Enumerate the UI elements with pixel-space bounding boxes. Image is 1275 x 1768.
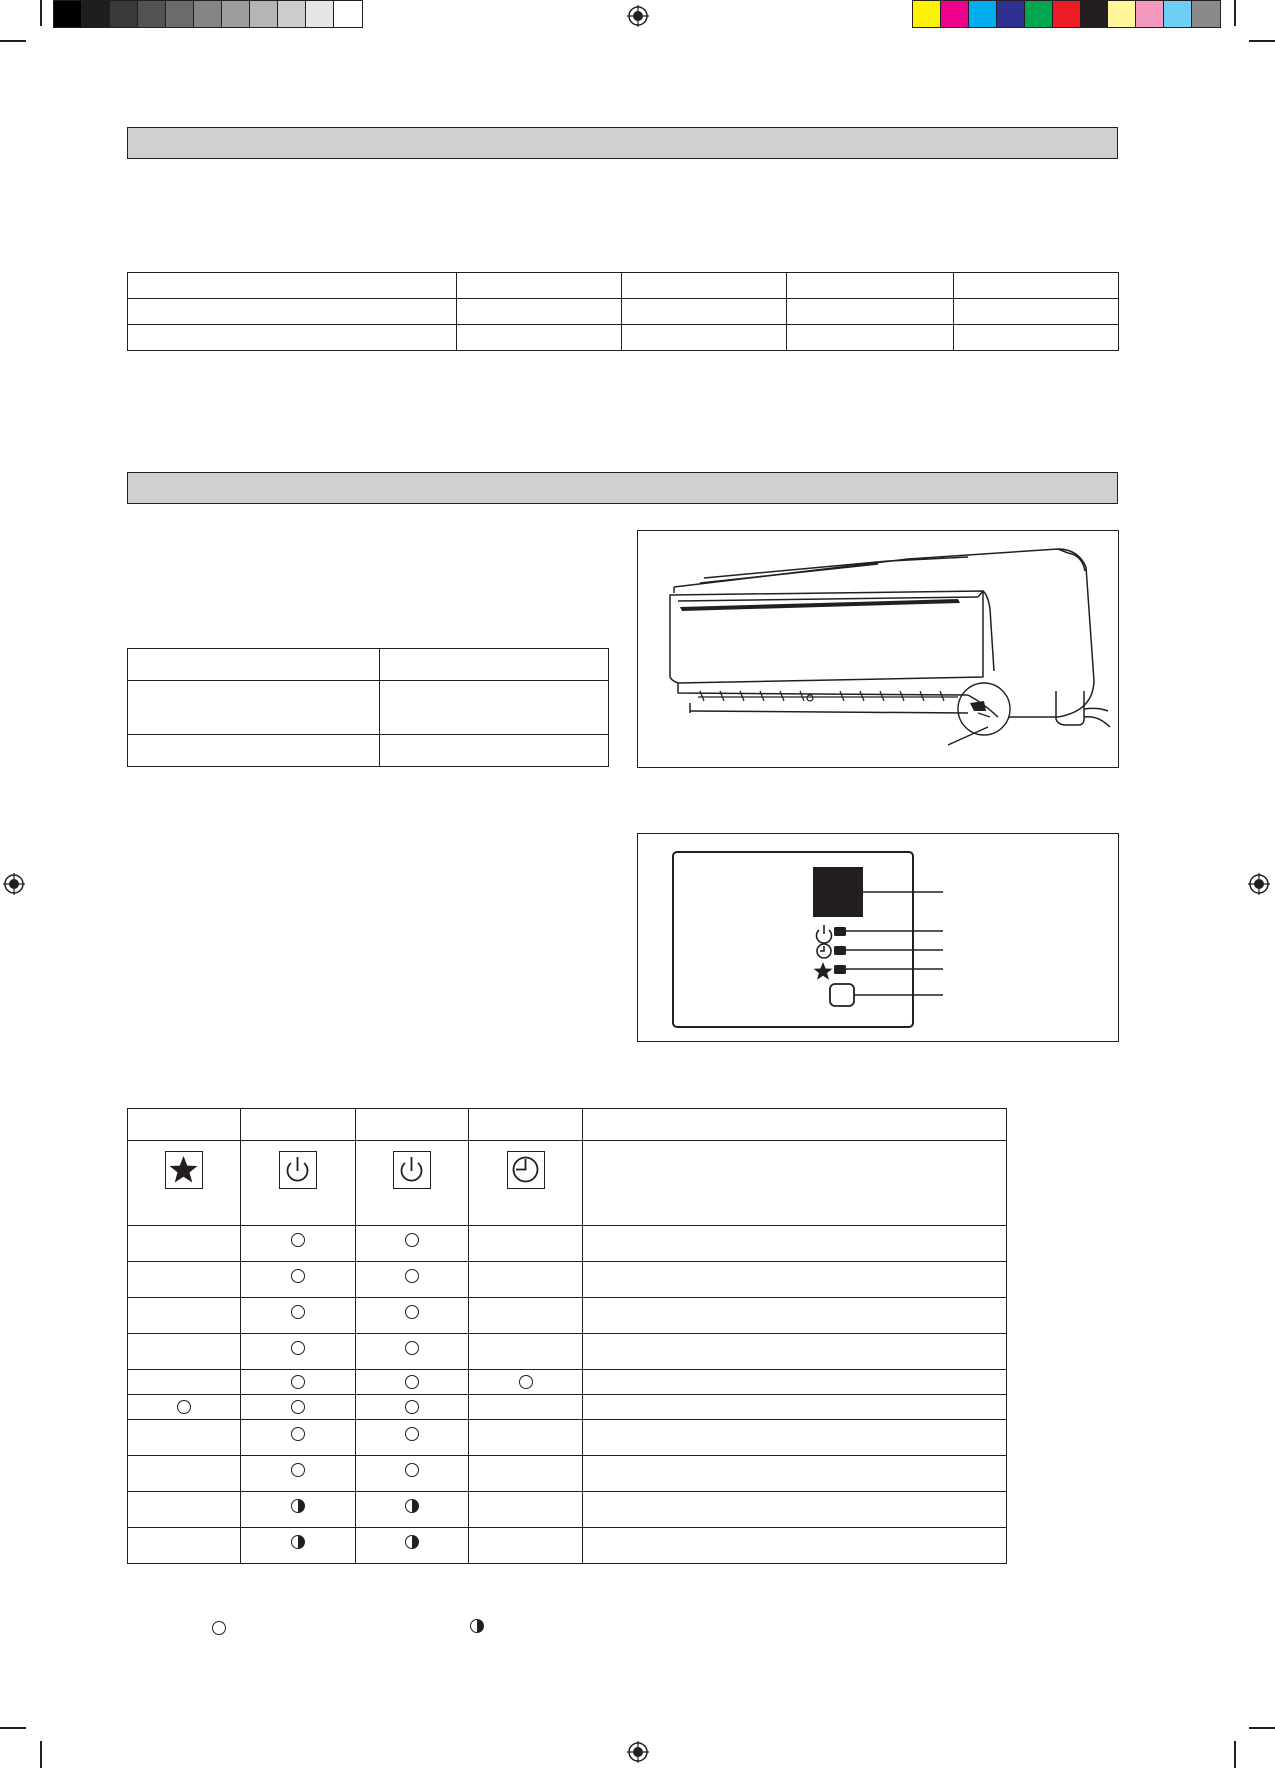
on-circle-symbol [291,1427,305,1441]
table-cell [128,1492,241,1528]
calibration-swatch [82,1,110,27]
timer-indicator-lamp [834,946,846,955]
table-cell [583,1370,1007,1395]
table-cell [583,1262,1007,1298]
calibration-swatch [278,1,306,27]
table-cell [241,1395,355,1420]
on-circle-symbol [405,1233,419,1247]
table-cell [469,1395,583,1420]
registration-target-icon [627,5,649,27]
color-calibration-strip [912,0,1221,28]
blinking-half-circle-symbol [405,1499,419,1513]
on-circle-symbol [291,1400,305,1414]
blinking-half-circle-symbol [470,1619,484,1633]
wall-mounted-indoor-unit-illustration [638,531,1117,766]
table-row [128,1334,1007,1370]
table-cell [583,1528,1007,1564]
table-cell [128,1141,241,1226]
table-cell [128,1420,241,1456]
table-cell [469,1334,583,1370]
table-header-cell [583,1109,1007,1141]
table-cell [355,1298,468,1334]
timer-icon [817,944,831,958]
table-cell [787,325,953,351]
calibration-swatch [1192,1,1220,27]
table-cell [241,1370,355,1395]
calibration-swatch [941,1,969,27]
table-cell [621,299,786,325]
power-icon [279,1151,317,1189]
on-circle-symbol [291,1233,305,1247]
calibration-swatch [194,1,222,27]
table-row [128,1262,1007,1298]
calibration-swatch [250,1,278,27]
table-cell [380,681,609,735]
table-cell [128,1528,241,1564]
table-cell [583,1420,1007,1456]
table-cell [583,1395,1007,1420]
table-cell [355,1456,468,1492]
table-cell [355,1334,468,1370]
table-cell [621,273,786,299]
table-cell [241,1334,355,1370]
section-2-table [127,648,609,767]
status-rows [128,1226,1007,1564]
star-icon [814,962,833,980]
table-header-cell [128,1109,241,1141]
calibration-swatch [306,1,334,27]
calibration-swatch [54,1,82,27]
calibration-swatch [997,1,1025,27]
power-indicator-lamp [834,927,846,936]
on-circle-symbol [291,1341,305,1355]
display-panel-figure [637,833,1119,1042]
table-cell [128,649,380,681]
registration-target-icon [1248,873,1270,895]
table-cell [128,735,380,767]
calibration-swatch [969,1,997,27]
table-cell [787,273,953,299]
table-cell [241,1262,355,1298]
calibration-swatch [913,1,941,27]
table-cell [128,1262,241,1298]
table-row [128,1456,1007,1492]
table-cell [380,735,609,767]
blinking-half-circle-symbol [405,1535,419,1549]
indicator-status-table [127,1108,1007,1564]
display-panel-detail [638,834,1117,1040]
table-cell [355,1395,468,1420]
on-circle-symbol [405,1375,419,1389]
table-row [128,1370,1007,1395]
table-cell [355,1420,468,1456]
on-circle-symbol [291,1269,305,1283]
table-cell [241,1298,355,1334]
table-cell [128,325,457,351]
table-cell [355,1141,468,1226]
table-cell [469,1226,583,1262]
on-circle-symbol [405,1305,419,1319]
on-circle-symbol [405,1269,419,1283]
table-cell [128,1334,241,1370]
table-row [128,1226,1007,1262]
table-cell [128,1456,241,1492]
table-cell [469,1528,583,1564]
table-cell [469,1298,583,1334]
calibration-swatch [1108,1,1136,27]
table-cell [128,1298,241,1334]
power-icon [393,1151,431,1189]
on-circle-symbol [291,1375,305,1389]
table-cell [953,325,1118,351]
table-cell [456,325,621,351]
table-row [128,1528,1007,1564]
table-row [128,1395,1007,1420]
table-cell [469,1492,583,1528]
star-icon [165,1151,203,1189]
table-cell [456,299,621,325]
section-1-table [127,272,1119,351]
section-1-header-bar [127,127,1118,159]
on-circle-symbol [405,1341,419,1355]
table-header-cell [241,1109,355,1141]
on-circle-symbol [405,1427,419,1441]
table-row [128,1298,1007,1334]
timer-icon [507,1151,545,1189]
table-cell [355,1226,468,1262]
signal-receiver-window [813,867,863,917]
power-icon [817,925,832,943]
table-cell [583,1334,1007,1370]
calibration-swatch [110,1,138,27]
table-cell [355,1492,468,1528]
table-cell [128,299,457,325]
table-cell [583,1226,1007,1262]
blinking-half-circle-symbol [291,1535,305,1549]
table-cell [469,1370,583,1395]
table-cell [621,325,786,351]
table-cell [787,299,953,325]
table-cell [355,1528,468,1564]
table-cell [469,1420,583,1456]
section-2-header-bar [127,472,1118,504]
table-cell [241,1141,355,1226]
table-cell [469,1262,583,1298]
registration-target-icon [3,873,25,895]
calibration-swatch [1136,1,1164,27]
on-circle-symbol [519,1375,533,1389]
table-cell [583,1456,1007,1492]
grayscale-calibration-strip [53,0,363,28]
table-cell [241,1492,355,1528]
calibration-swatch [334,1,362,27]
table-cell [583,1298,1007,1334]
table-cell [355,1370,468,1395]
table-row [128,1420,1007,1456]
blinking-half-circle-symbol [291,1499,305,1513]
table-cell [583,1492,1007,1528]
table-row [128,1492,1007,1528]
calibration-swatch [166,1,194,27]
table-cell [241,1456,355,1492]
manual-operation-button [830,984,854,1006]
table-cell [469,1456,583,1492]
table-cell [469,1141,583,1226]
table-cell [128,1226,241,1262]
table-cell [456,273,621,299]
on-circle-symbol [212,1621,226,1635]
table-cell [953,299,1118,325]
table-header-cell [469,1109,583,1141]
table-cell [128,1370,241,1395]
table-cell [241,1420,355,1456]
on-circle-symbol [405,1400,419,1414]
table-cell [953,273,1118,299]
calibration-swatch [138,1,166,27]
calibration-swatch [222,1,250,27]
on-circle-symbol [291,1463,305,1477]
on-circle-symbol [177,1400,191,1414]
table-header-cell [355,1109,468,1141]
on-circle-symbol [291,1305,305,1319]
table-cell [128,1395,241,1420]
table-cell [128,681,380,735]
table-cell [355,1262,468,1298]
table-cell [241,1528,355,1564]
table-cell [128,273,457,299]
table-cell [583,1141,1007,1226]
table-cell [380,649,609,681]
registration-target-icon [627,1741,649,1763]
calibration-swatch [1025,1,1053,27]
star-indicator-lamp [834,965,846,974]
table-cell [241,1226,355,1262]
on-circle-symbol [405,1463,419,1477]
indoor-unit-figure [637,530,1119,768]
calibration-swatch [1164,1,1192,27]
calibration-swatch [1053,1,1081,27]
calibration-swatch [1081,1,1109,27]
